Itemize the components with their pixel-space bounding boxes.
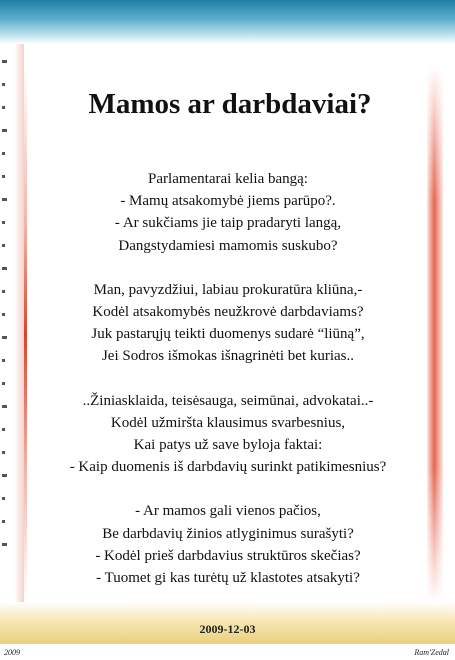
page-title: Mamos ar darbdaviai? [88,88,372,120]
margin-tick-mark [2,290,5,293]
margin-tick-mark [2,359,5,362]
margin-tick-mark [2,520,5,523]
poem-line: - Ar sukčiams jie taip pradaryti langą, [114,215,342,232]
margin-tick-mark [2,106,5,109]
poem-line: - Mamų atsakomybė jiems parūpo?. [120,193,336,210]
poem-date: 2009-12-03 [199,622,256,636]
left-margin-marks [2,60,14,620]
margin-tick-mark [2,428,5,431]
right-rule-fade [427,66,443,602]
margin-tick-mark [2,474,7,477]
margin-tick-mark [2,152,5,155]
poem-line: - Ar mamos gali vienos pačios, [135,503,321,520]
poem-line: ..Žiniasklaida, teisėsauga, seimūnai, advokatai..- [82,392,374,409]
margin-tick-mark [2,244,5,247]
margin-tick-mark [2,405,7,408]
margin-tick-mark [2,336,7,339]
poem-line: Dangstydamiesi mamomis suskubo? [118,237,338,254]
margin-tick-mark [2,175,5,178]
stanza [40,500,416,589]
poem-line: - Kaip duomenis iš darbdavių surinkt patikimesnius? [69,459,387,476]
poem-line: Kodėl užmiršta klausimus svarbesnius, [110,414,346,431]
stanza [40,168,416,257]
margin-tick-mark [2,313,5,316]
margin-tick-mark [2,198,7,201]
margin-tick-mark [2,221,5,224]
margin-tick-mark [2,60,7,63]
left-red-rule [24,66,27,602]
poem-line: Juk pastarųjų teikti duomenys sudarė “liūną”, [91,326,365,343]
stanza [40,390,416,479]
margin-tick-mark [2,497,5,500]
poem-line: Be darbdavių žinios atlyginimus surašyti? [102,525,354,542]
poem-body [40,168,416,611]
margin-tick-mark [2,129,7,132]
poem-line: Parlamentarai kelia bangą: [148,171,308,187]
poem-line: Kodėl atsakomybės neužkrovė darbdaviams? [92,304,364,321]
poem-line: Jei Sodros išmokas išnagrinėti bet kurias.. [101,348,355,365]
poem-line: - Kodėl prieš darbdavius struktūros skečias? [95,547,361,564]
footer-author: Ram'Zedal [414,648,449,657]
top-decorative-band [0,0,455,44]
poem-line: Man, pavyzdžiui, labiau prokuratūra kliūna,- [93,281,363,298]
margin-tick-mark [2,382,5,385]
margin-tick-mark [2,543,7,546]
margin-tick-mark [2,83,5,86]
footer-year: 2009 [4,648,20,657]
stanza [40,279,416,368]
poem-line: - Tuomet gi kas turėtų už klastotes atsakyti? [96,570,360,587]
poem-line: Kai patys už save byloja faktai: [133,437,323,454]
margin-tick-mark [2,451,5,454]
margin-tick-mark [2,267,7,270]
